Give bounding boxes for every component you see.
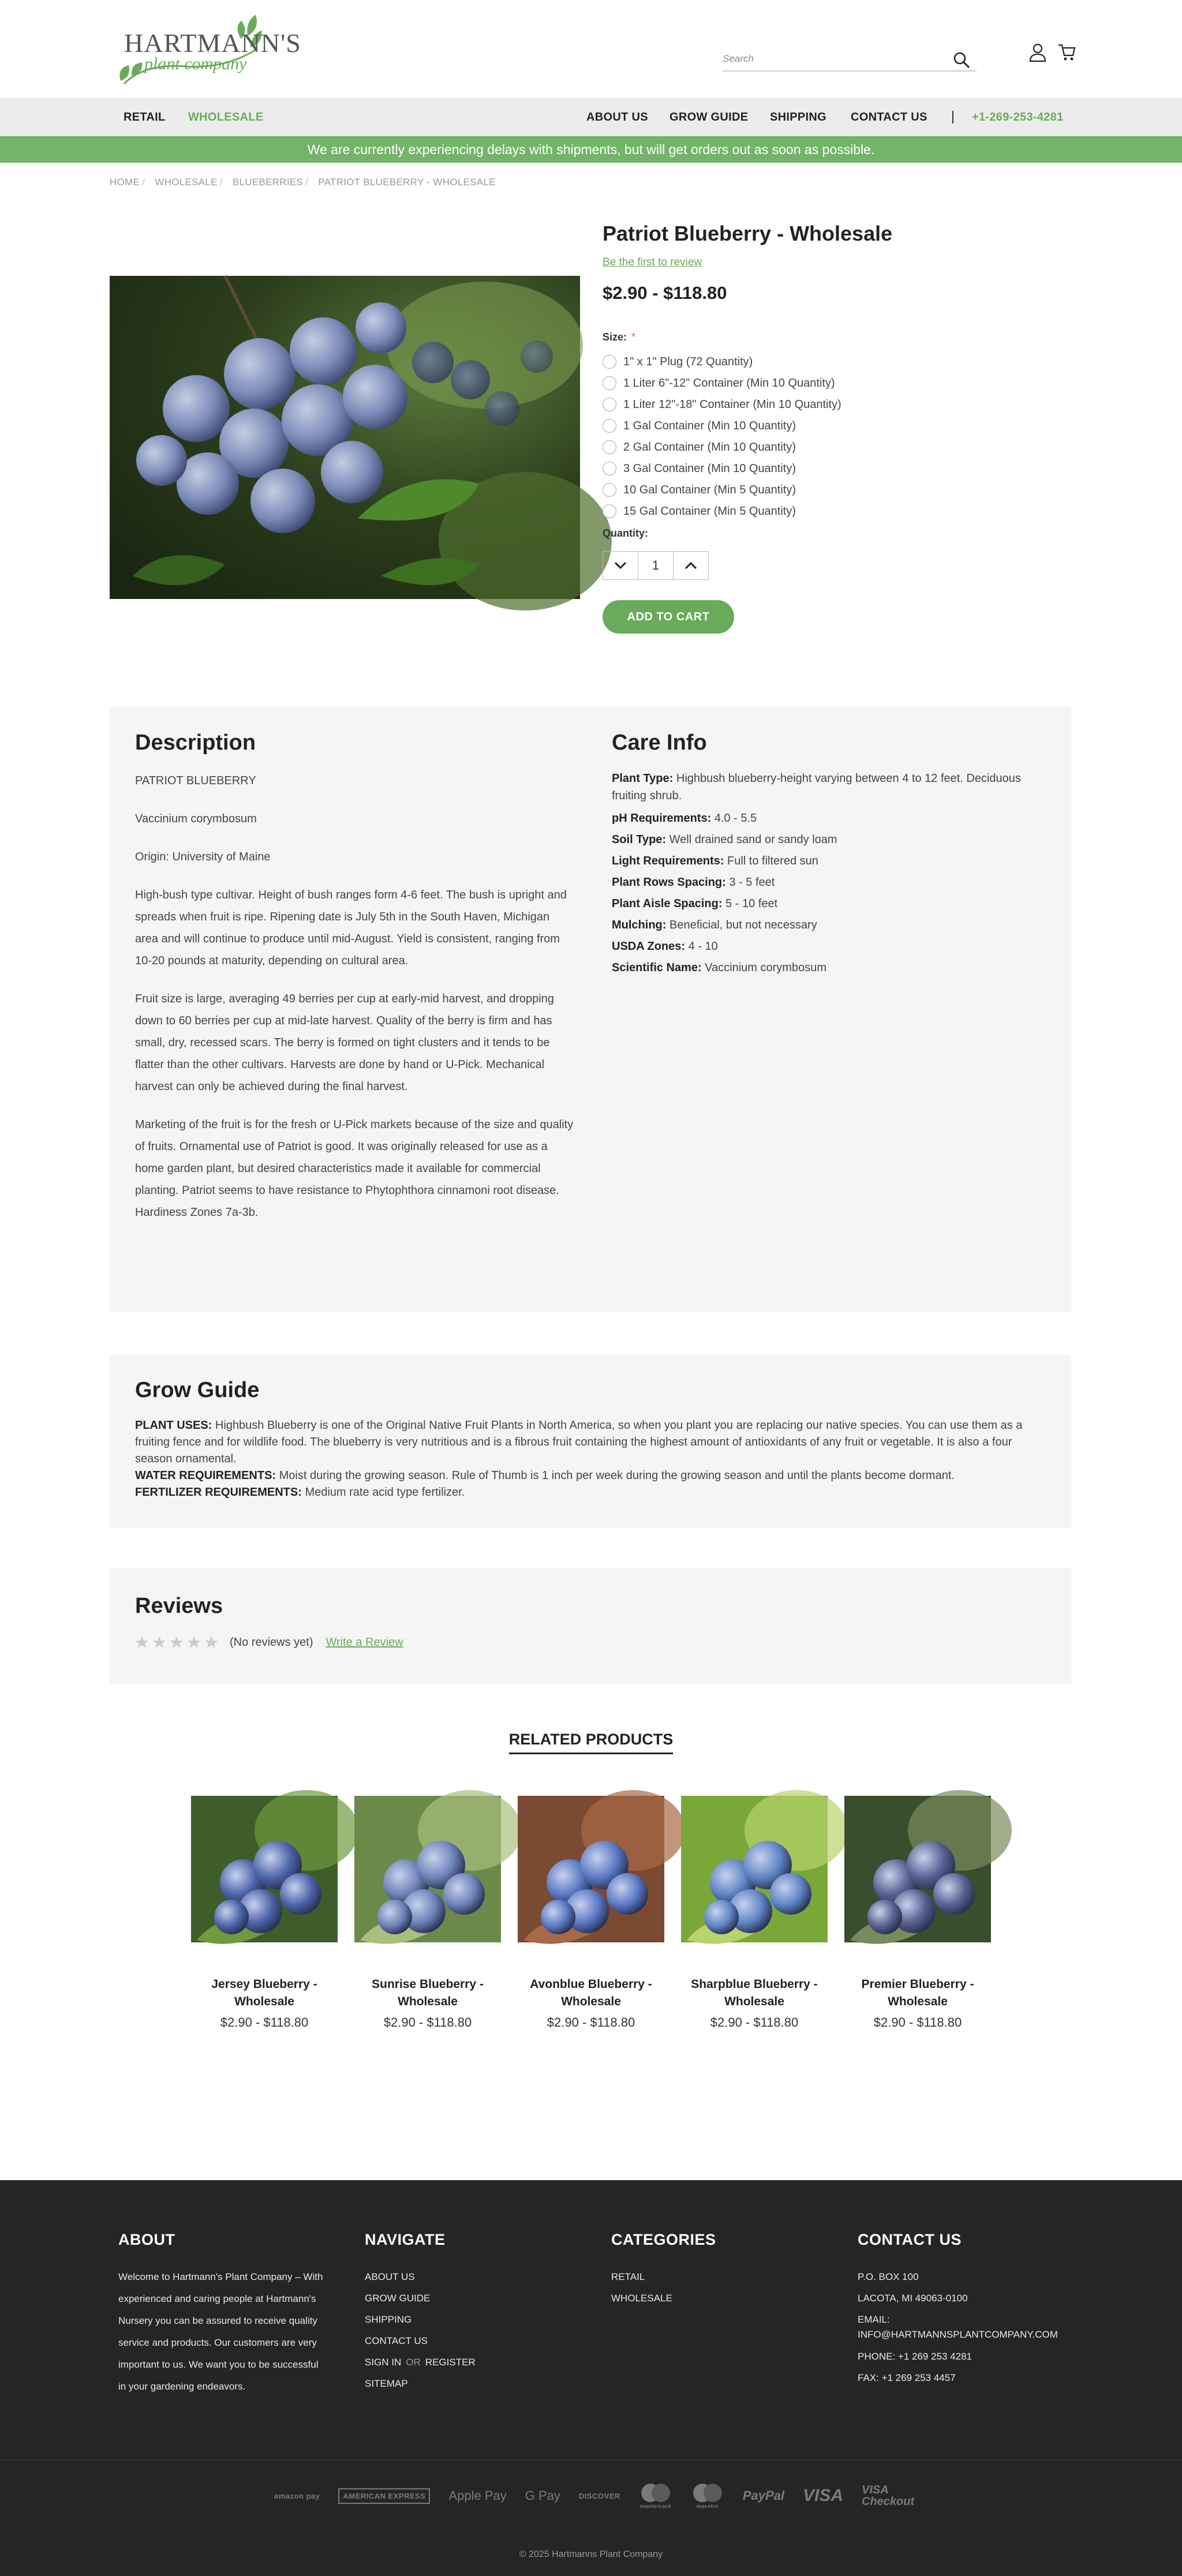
breadcrumb-blueberries[interactable]: BLUEBERRIES: [232, 177, 304, 188]
amex-icon: AMERICAN EXPRESS: [338, 2488, 430, 2504]
related-product-card[interactable]: [354, 1796, 501, 2030]
size-label: [603, 331, 635, 343]
description-paragraph: Marketing of the fruit is for the fresh or U-Pick markets because of the size and quality of fruits. Ornamental use of Patriot is good. It was originally released for use as a home garden plant, but desired characteristics made it available for commercial planting. Patriot seems to have resistance to Phytophthora cinnamoni root disease. Hardiness Zones 7a-3b.: [135, 1118, 574, 1219]
related-products-heading-text: RELATED PRODUCTS: [509, 1731, 674, 1754]
size-option-label: 1" x 1" Plug (72 Quantity): [623, 355, 753, 368]
grow-guide-row: [135, 1467, 1041, 1484]
star-icon: [135, 1635, 149, 1649]
footer-categories: [611, 2231, 716, 2309]
grow-guide-row: [135, 1484, 1041, 1501]
product-price: $2.90 - $118.80: [603, 283, 727, 303]
care-info-heading: Care Info: [612, 731, 707, 755]
footer-contact-heading: CONTACT US: [858, 2231, 962, 2248]
size-option-label: 1 Gal Container (Min 10 Quantity): [623, 419, 796, 432]
shipping-delay-banner: We are currently experiencing delays with shipments, but will get orders out as soon as possible.: [0, 136, 1182, 163]
required-mark: *: [631, 331, 636, 343]
grow-guide-heading: Grow Guide: [135, 1378, 260, 1402]
care-info-value: 4 - 10: [688, 940, 718, 953]
star-icon: [187, 1635, 201, 1649]
care-info-label: Plant Rows Spacing:: [612, 876, 726, 889]
footer-link-about-us[interactable]: ABOUT US: [365, 2271, 415, 2282]
footer-navigate-heading: NAVIGATE: [365, 2231, 446, 2248]
grow-guide-value: Medium rate acid type fertilizer.: [305, 1486, 465, 1499]
related-product-image[interactable]: [844, 1796, 991, 1942]
apple-pay-icon: Apple Pay: [448, 2488, 507, 2503]
breadcrumb-current: PATRIOT BLUEBERRY - WHOLESALE: [318, 177, 496, 188]
breadcrumb-wholesale[interactable]: WHOLESALE: [155, 177, 218, 188]
footer-register-link[interactable]: REGISTER: [425, 2357, 476, 2368]
product-image[interactable]: [110, 276, 580, 599]
description-paragraph: High-bush type cultivar. Height of bush ranges form 4-6 feet. The bush is upright and spreads when fruit is ripe. Ripening date is July 5th in the South Haven, Michigan area and will continue to produce until mid-August. Yield is consistent, ranging from 10-20 pounds at maturity, depending on cultural area.: [135, 889, 567, 967]
star-icon: [170, 1635, 184, 1649]
care-info-label: Plant Aisle Spacing:: [612, 897, 723, 910]
care-info-value: Beneficial, but not necessary: [669, 919, 817, 931]
radio-button[interactable]: [603, 355, 616, 369]
breadcrumb-home[interactable]: HOME: [110, 177, 140, 188]
quantity-label: Quantity:: [603, 527, 648, 539]
footer-category-retail[interactable]: RETAIL: [611, 2271, 645, 2282]
quantity-decrease-button[interactable]: [603, 552, 638, 579]
care-info-row: [612, 851, 1027, 872]
footer-po-box: P.O. BOX 100: [858, 2271, 919, 2282]
related-product-price: $2.90 - $118.80: [220, 2015, 309, 2030]
related-product-price: $2.90 - $118.80: [383, 2015, 472, 2030]
footer-email-label: EMAIL:: [858, 2314, 890, 2325]
size-option[interactable]: [603, 375, 835, 392]
footer-fax: FAX: +1 269 253 4457: [858, 2372, 956, 2383]
care-info-label: pH Requirements:: [612, 812, 712, 825]
care-info-value: 5 - 10 feet: [725, 897, 778, 910]
care-info-value: Highbush blueberry-height varying between 4 to 12 feet. Deciduous fruiting shrub.: [612, 772, 1021, 802]
nav-grow-guide[interactable]: GROW GUIDE: [669, 111, 749, 123]
size-option[interactable]: [603, 396, 841, 413]
site-header: [0, 0, 1182, 98]
grow-guide-list: [135, 1417, 1041, 1501]
grow-guide-label: FERTILIZER REQUIREMENTS:: [135, 1486, 302, 1499]
footer-account-links: [365, 2352, 476, 2373]
related-product-card[interactable]: [844, 1796, 991, 2030]
size-option[interactable]: [603, 481, 796, 499]
grow-guide-label: WATER REQUIREMENTS:: [135, 1469, 276, 1482]
description-heading: Description: [135, 731, 256, 755]
size-option-label: 15 Gal Container (Min 5 Quantity): [623, 504, 796, 518]
related-product-image[interactable]: [518, 1796, 664, 1942]
care-info-label: Light Requirements:: [612, 855, 724, 867]
care-info-row: [612, 936, 1027, 957]
care-info-label: Scientific Name:: [612, 961, 702, 974]
related-product-card[interactable]: [191, 1796, 338, 2030]
care-info-row: [612, 829, 1027, 851]
related-product-name[interactable]: Sharpblue Blueberry - Wholesale: [691, 1978, 818, 2008]
logo-graphic: [110, 12, 301, 87]
radio-button[interactable]: [603, 376, 616, 390]
nav-retail[interactable]: RETAIL: [124, 111, 166, 123]
size-option[interactable]: [603, 353, 753, 370]
related-products-heading: [0, 1731, 1182, 1748]
mastercard-icon: [639, 2483, 672, 2509]
nav-about-us[interactable]: ABOUT US: [586, 111, 648, 123]
size-option[interactable]: [603, 460, 796, 477]
description-paragraph: PATRIOT BLUEBERRY: [135, 774, 256, 787]
care-info-row: [612, 915, 1027, 936]
nav-shipping[interactable]: SHIPPING: [770, 111, 826, 123]
related-product-card[interactable]: [518, 1796, 664, 2030]
rating-stars: [135, 1635, 403, 1649]
related-product-name[interactable]: Sunrise Blueberry - Wholesale: [372, 1978, 484, 2008]
care-info-value: Well drained sand or sandy loam: [669, 833, 837, 846]
size-option[interactable]: [603, 417, 796, 435]
related-product-price: $2.90 - $118.80: [547, 2015, 635, 2030]
site-footer: [0, 2180, 1182, 2576]
grow-guide-panel: [110, 1355, 1071, 1528]
size-option-label: 10 Gal Container (Min 5 Quantity): [623, 483, 796, 496]
footer-about-heading: ABOUT: [118, 2231, 175, 2248]
quantity-stepper: [603, 551, 709, 580]
paypal-icon: PayPal: [742, 2488, 784, 2503]
logo-wordmark: HARTMANN'S: [124, 28, 301, 58]
logo-tagline: plant company: [144, 54, 247, 73]
description-care-panel: [110, 706, 1071, 1312]
search-icon[interactable]: [952, 51, 971, 69]
star-icon: [152, 1635, 166, 1649]
first-review-link[interactable]: Be the first to review: [603, 256, 702, 268]
related-product-image[interactable]: [681, 1796, 828, 1942]
size-option[interactable]: [603, 439, 796, 456]
related-product-name[interactable]: Avonblue Blueberry - Wholesale: [530, 1978, 652, 2008]
care-info-value: Vaccinium corymbosum: [705, 961, 826, 974]
care-info-value: 4.0 - 5.5: [714, 812, 757, 825]
footer-link-shipping[interactable]: SHIPPING: [365, 2314, 412, 2325]
care-info-value: Full to filtered sun: [727, 855, 818, 867]
amazon-pay-icon: amazon pay: [274, 2491, 320, 2500]
related-product-card[interactable]: [681, 1796, 828, 2030]
radio-button[interactable]: [603, 462, 616, 475]
related-product-image[interactable]: [191, 1796, 338, 1942]
footer-email[interactable]: INFO@HARTMANNSPLANTCOMPANY.COM: [858, 2329, 1058, 2340]
size-option-label: 1 Liter 12"-18" Container (Min 10 Quantity): [623, 398, 841, 411]
footer-link-contact-us[interactable]: CONTACT US: [365, 2335, 428, 2346]
related-product-name[interactable]: Premier Blueberry - Wholesale: [861, 1978, 974, 2008]
radio-button[interactable]: [603, 504, 616, 518]
related-product-price: $2.90 - $118.80: [873, 2015, 962, 2030]
grow-guide-row: [135, 1417, 1041, 1467]
no-reviews-text: (No reviews yet): [230, 1635, 313, 1649]
related-product-image[interactable]: [354, 1796, 501, 1942]
search-input[interactable]: [723, 48, 948, 69]
footer-address: LACOTA, MI 49063-0100: [858, 2293, 968, 2304]
maestro-icon: [691, 2483, 724, 2509]
star-icon: [204, 1635, 218, 1649]
footer-about: [118, 2231, 326, 2398]
care-info-label: USDA Zones:: [612, 940, 686, 953]
size-label-text: Size:: [603, 331, 627, 343]
footer-about-text: Welcome to Hartmann's Plant Company – With experienced and caring people at Hartmann's Nursery you can be assured to receive quality service and products. Our customers are very important to us. We want you to be successful in your gardening endeavors.: [118, 2271, 323, 2392]
footer-contact: [858, 2231, 1058, 2388]
quantity-increase-button[interactable]: [674, 552, 708, 579]
chevron-down-icon: [614, 561, 627, 570]
description-paragraph: Origin: University of Maine: [135, 851, 271, 863]
radio-button[interactable]: [603, 483, 616, 497]
description-body: [135, 770, 574, 1240]
payment-icons: [0, 2483, 1182, 2509]
nav-wholesale[interactable]: WHOLESALE: [188, 111, 264, 123]
copyright-text: © 2025 Hartmanns Plant Company: [519, 2549, 663, 2559]
discover-icon: DISCOVER: [578, 2491, 620, 2500]
footer-phone: PHONE: +1 269 253 4281: [858, 2351, 972, 2362]
grow-guide-value: Highbush Blueberry is one of the Original Native Fruit Plants in North America, so when you plant you are replacing our native species. You can use them as a fruiting fence and for wildlife food. The blueberry is very nutritious and is a fibrous fruit containing the highest amount of antioxidants of any fruit or vegetable. It is also a four season ornamental.: [135, 1419, 1023, 1465]
size-option-label: 2 Gal Container (Min 10 Quantity): [623, 440, 796, 454]
care-info-row: [612, 872, 1027, 893]
footer-category-wholesale[interactable]: WHOLESALE: [611, 2293, 672, 2304]
care-info-label: Mulching:: [612, 919, 667, 931]
footer-link-grow-guide[interactable]: GROW GUIDE: [365, 2293, 431, 2304]
care-info-row: [612, 893, 1027, 915]
footer-link-sitemap[interactable]: SITEMAP: [365, 2378, 408, 2389]
quantity-input[interactable]: 1: [638, 552, 674, 579]
breadcrumb: HOME / WHOLESALE / BLUEBERRIES / PATRIOT BLUEBERRY - WHOLESALE: [110, 177, 496, 188]
mastercard-label: mastercard: [640, 2503, 671, 2509]
maestro-label: maestro: [696, 2503, 719, 2509]
related-product-price: $2.90 - $118.80: [710, 2015, 799, 2030]
footer-sign-in-link[interactable]: SIGN IN: [365, 2357, 402, 2368]
cart-icon[interactable]: [1057, 43, 1076, 62]
visa-icon: VISA: [802, 2486, 844, 2505]
grow-guide-value: Moist during the growing season. Rule of Thumb is 1 inch per week during the growing season and until the plants become dormant.: [279, 1469, 955, 1482]
footer-navigate: [365, 2231, 476, 2394]
care-info-label: Soil Type:: [612, 833, 667, 846]
footer-or-text: OR: [406, 2357, 421, 2368]
search-bar: [723, 48, 977, 72]
nav-divider: [952, 111, 953, 123]
footer-divider: [0, 2459, 1182, 2460]
grow-guide-label: PLANT USES:: [135, 1419, 212, 1432]
care-info-row: [612, 770, 1027, 804]
account-icon[interactable]: [1028, 43, 1047, 62]
description-paragraph: Vaccinium corymbosum: [135, 813, 257, 825]
reviews-heading: Reviews: [135, 1594, 223, 1618]
care-info-list: [612, 770, 1027, 979]
site-logo[interactable]: [110, 12, 301, 87]
visa-checkout-icon: VISA Checkout: [862, 2484, 915, 2508]
google-pay-icon: G Pay: [525, 2488, 560, 2503]
radio-button[interactable]: [603, 440, 616, 454]
footer-categories-heading: CATEGORIES: [611, 2231, 716, 2248]
nav-phone[interactable]: +1-269-253-4281: [972, 111, 1064, 123]
size-option-label: 1 Liter 6"-12" Container (Min 10 Quantity): [623, 376, 835, 390]
nav-contact-us[interactable]: CONTACT US: [851, 111, 927, 123]
size-option-label: 3 Gal Container (Min 10 Quantity): [623, 462, 796, 475]
related-product-name[interactable]: Jersey Blueberry - Wholesale: [211, 1978, 317, 2008]
reviews-panel: [110, 1568, 1071, 1684]
care-info-value: 3 - 5 feet: [729, 876, 775, 889]
radio-button[interactable]: [603, 398, 616, 411]
radio-button[interactable]: [603, 419, 616, 433]
size-option[interactable]: [603, 503, 796, 520]
chevron-up-icon: [684, 561, 697, 570]
care-info-row: [612, 957, 1027, 979]
care-info-row: [612, 808, 1027, 829]
write-review-link[interactable]: Write a Review: [326, 1635, 403, 1649]
description-paragraph: Fruit size is large, averaging 49 berries per cup at early-mid harvest, and dropping down to 60 berries per cup at mid-late harvest. Quality of the berry is firm and has small, dry, recessed scars. The berry is formed on tight clusters and it tends to be flatter than the other cultivars. Harvests are done by hand or U-Pick. Mechanical harvest can only be achieved during the final harvest.: [135, 993, 554, 1093]
care-info-label: Plant Type:: [612, 772, 674, 785]
product-title: Patriot Blueberry - Wholesale: [603, 222, 893, 245]
add-to-cart-button[interactable]: ADD TO CART: [603, 600, 734, 634]
main-nav: [0, 98, 1182, 136]
